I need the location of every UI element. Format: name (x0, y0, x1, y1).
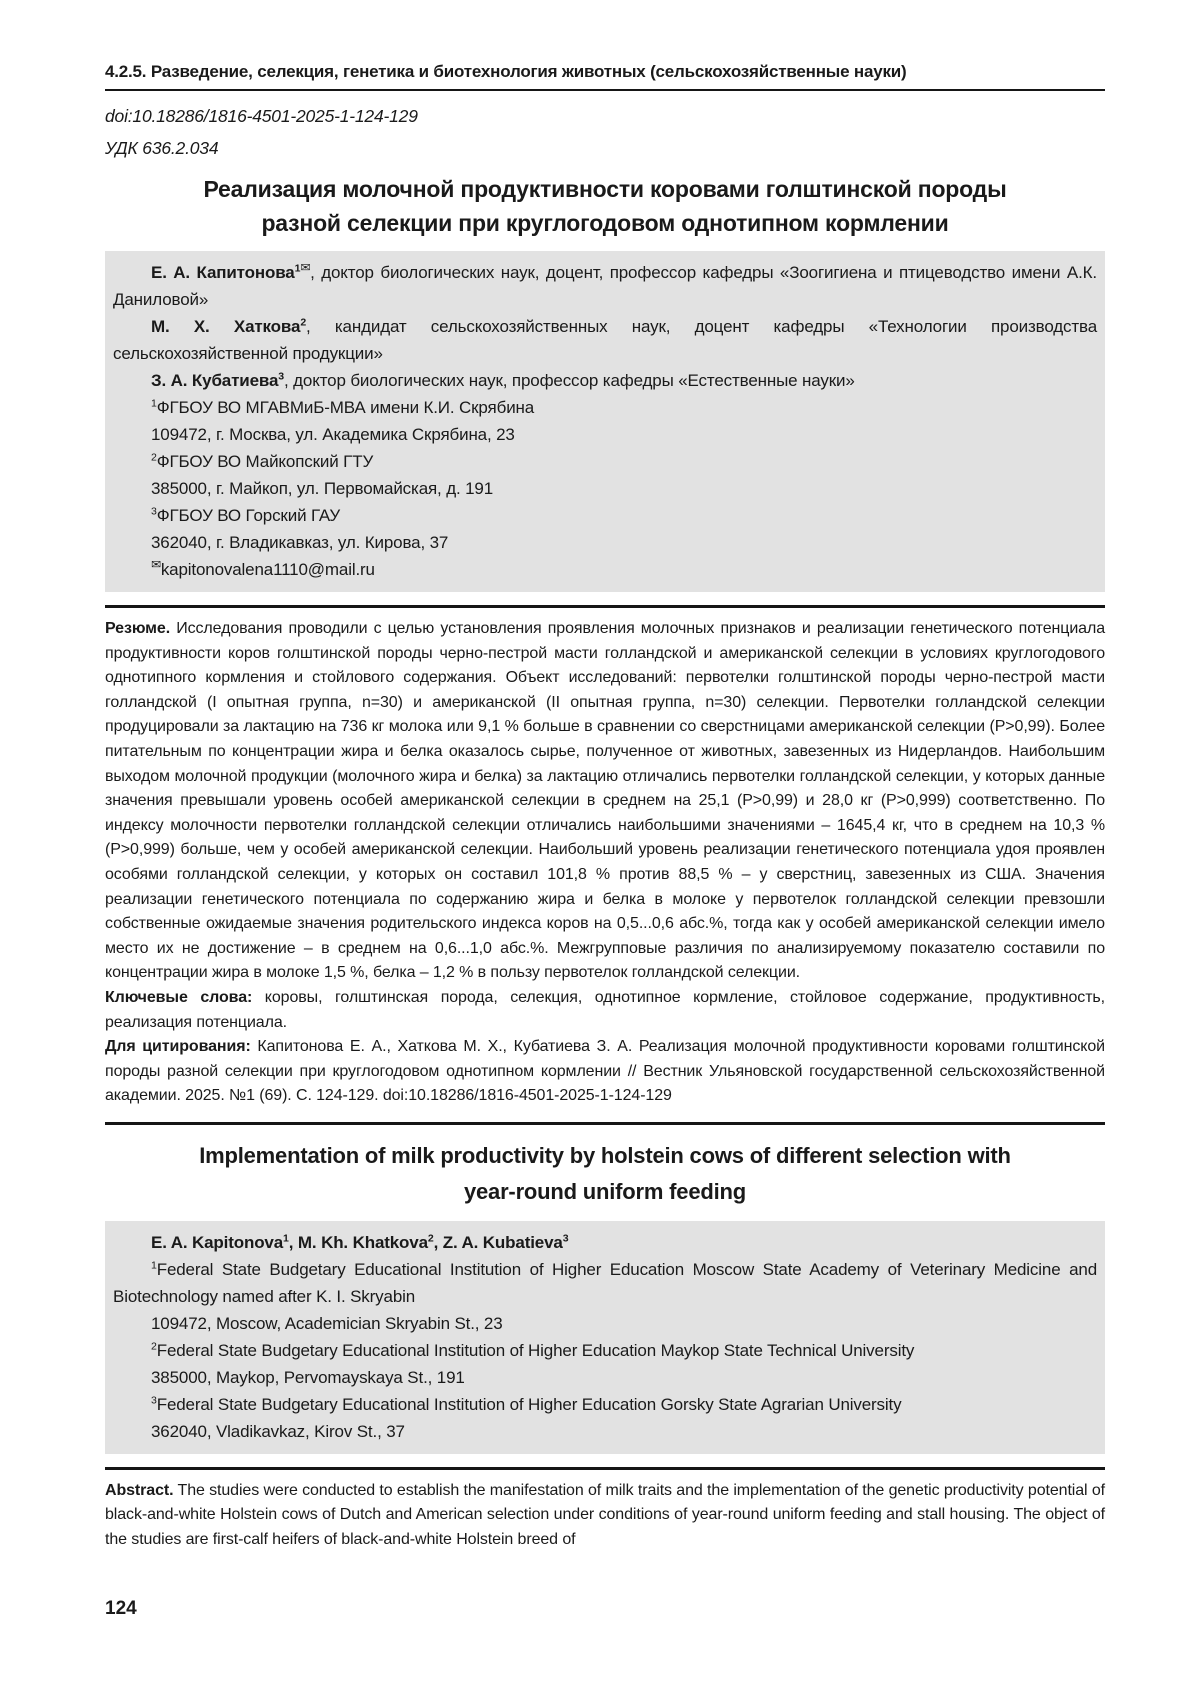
authors-list-ru (113, 259, 1097, 394)
keywords-label: Ключевые слова: (105, 988, 253, 1006)
email-line (113, 556, 1097, 583)
affiliation-superscript: 1 (151, 397, 157, 410)
author-name: М. Х. Хаткова$^2$ (151, 316, 307, 336)
affiliations-list-ru (113, 394, 1097, 556)
abstract-label: Abstract. (105, 1481, 174, 1499)
affiliation-superscript: 2 (151, 451, 157, 464)
section-divider (105, 605, 1105, 608)
summary-text: Исследования проводили с целью установления проявления молочных признаков и реализации генетического потенциала продуктивности коров голштинской породы черно-пестрой масти голландской и американской селекции в условиях круглогодового однотипного кормления и стойлового содержания. Объект исследований: первотелки голштинской породы черно-пестрой масти голландской (I опытная группа, n=30) и американской (II опытная группа, n=30) селекции. Первотелки голландской селекции продуцировали за лактацию на 736 кг молока или 9,1 % больше в сравнении со сверстницами американской селекции (Р>0,99). Более питательным по концентрации жира и белка оказалось сырье, полученное от животных, завезенных из Нидерландов. Наибольшим выходом молочной продукции (молочного жира и белка) за лактацию отличались первотелки голландской селекции, у которых данные значения превышали уровень особей американской селекции в среднем на 25,1 (Р>0,99) и 28,0 кг (Р>0,999) соответственно. По индексу молочности первотелки голландской селекции отличались наибольшими значениями – 1645,4 кг, что в среднем на 10,3 % (Р>0,999) больше, чем у особей американской селекции. Наибольший уровень реализации генетического потенциала удоя проявлен особями голландской селекции, у которых он составил 101,8 % против 88,5 % – у сверстниц, завезенных из США. Значения реализации генетического потенциала по содержанию жира и белка в молоке у первотелок голландской селекции превзошли собственные ожидаемые значения родительского индекса коров на 0,5...0,6 абс.%, тогда как у особей американской селекции имело место их не достижение – в среднем на 0,6...1,0 абс.%. Межгрупповые различия по анализируемому показателю составили по концентрации жира в молоке 1,5 %, белка – 1,2 % в пользу первотелок голландской селекции. (105, 620, 1105, 982)
affiliation-line: $^1$Federal State Budgetary Educational Institution of Higher Education Moscow State Academy of Veterinary Medicine and Biotechnology named after K. I. Skryabin (113, 1259, 1097, 1306)
affiliation-superscript: 1 (151, 1259, 157, 1272)
affiliation-superscript: 2 (151, 1340, 157, 1353)
email-address: kapitonovalena1110@mail.ru (160, 560, 375, 579)
affiliation-superscript: 3 (278, 370, 284, 383)
affiliation-line: 362040, Vladikavkaz, Kirov St., 37 (151, 1421, 405, 1441)
keywords-paragraph (105, 986, 1105, 1035)
keywords-text: коровы, голштинская порода, селекция, однотипное кормление, стойловое содержание, продуктивность, реализация потенциала. (105, 988, 1106, 1031)
affiliation-superscript: 2 (300, 316, 307, 329)
affiliation-superscript: 2 (427, 1232, 434, 1245)
affiliation-line: 109472, Moscow, Academician Skryabin St., 23 (151, 1313, 503, 1333)
affiliation-line: $^2$ФГБОУ ВО Майкопский ГТУ (151, 451, 374, 471)
article-title-ru: Реализация молочной продуктивности коровами голштинской породы разной селекции при круглогодовом однотипном кормлении (203, 176, 1007, 236)
author-name: З. А. Кубатиева$^3$ (151, 370, 284, 390)
author-name: Е. А. Капитонова$^{1✉}$ (151, 260, 311, 282)
summary-label: Резюме. (105, 620, 171, 637)
citation-text: Капитонова Е. А., Хаткова М. Х., Кубатиева З. А. Реализация молочной продуктивности коровами голштинской породы разной селекции при круглогодовом однотипном кормлении // Вестник Ульяновской государственной сельскохозяйственной академии. 2025. №1 (69). С. 124-129. doi:10.18286/1816-4501-2025-1-124-129 (105, 1038, 1105, 1105)
envelope-icon: ✉ (300, 260, 311, 275)
affiliation-line: $^3$Federal State Budgetary Educational Institution of Higher Education Gorsky State Agrarian University (151, 1394, 902, 1414)
affiliation-line: $^1$ФГБОУ ВО МГАВМиБ-МВА имени К.И. Скрябина (151, 397, 535, 417)
authors-block-en (105, 1221, 1105, 1454)
envelope-icon: ✉ (151, 557, 161, 572)
doi-line: doi:10.18286/1816-4501-2025-1-124-129 (105, 106, 418, 126)
affiliation-line: $^3$ФГБОУ ВО Горский ГАУ (151, 505, 340, 525)
article-title-en: Implementation of milk productivity by holstein cows of different selection with year-round uniform feeding (199, 1142, 1011, 1204)
affiliation-superscript: 1 (294, 262, 301, 275)
affiliation-superscript: 3 (151, 505, 157, 518)
affiliation-superscript: 3 (562, 1232, 569, 1245)
affiliation-line: 385000, Maykop, Pervomayskaya St., 191 (151, 1367, 465, 1387)
author-name: E. A. Kapitonova$^1$ (151, 1232, 289, 1252)
affiliation-line: 109472, г. Москва, ул. Академика Скрябина, 23 (151, 425, 515, 444)
author-name: , Z. A. Kubatieva$^3$ (433, 1232, 569, 1252)
affiliations-list-en (113, 1256, 1097, 1445)
abstract-paragraph (105, 1479, 1105, 1553)
summary-paragraph (105, 617, 1105, 986)
affiliation-superscript: 3 (151, 1394, 157, 1407)
affiliation-superscript: 1 (283, 1232, 289, 1245)
section-header: 4.2.5. Разведение, селекция, генетика и биотехнология животных (сельскохозяйственные науки) (105, 62, 1105, 91)
section-divider (105, 1122, 1105, 1125)
citation-label: Для цитирования: (105, 1038, 251, 1056)
author-line: М. Х. Хаткова$^2$, кандидат сельскохозяйственных наук, доцент кафедры «Технологии производства сельскохозяйственной продукции» (113, 316, 1097, 363)
affiliation-line: $^2$Federal State Budgetary Educational Institution of Higher Education Maykop State Technical University (151, 1340, 915, 1360)
author-line: Е. А. Капитонова$^{1✉}$, доктор биологических наук, доцент, профессор кафедры «Зоогигиена и птицеводство имени А.К. Даниловой» (113, 260, 1098, 309)
udk-line: УДК 636.2.034 (105, 138, 219, 158)
authors-block-ru (105, 251, 1105, 592)
affiliation-line: 362040, г. Владикавказ, ул. Кирова, 37 (151, 533, 449, 552)
affiliation-line: 385000, г. Майкоп, ул. Первомайская, д. 191 (151, 479, 494, 498)
abstract-text: The studies were conducted to establish the manifestation of milk traits and the implementation of the genetic productivity potential of black-and-white Holstein cows of Dutch and American selection under conditions of year-round uniform feeding and stall housing. The object of the studies are first-calf heifers of black-and-white Holstein breed of (105, 1481, 1105, 1549)
citation-paragraph (105, 1035, 1105, 1109)
author-name: , M. Kh. Khatkova$^2$ (288, 1232, 434, 1252)
author-line: З. А. Кубатиева$^3$, доктор биологических наук, профессор кафедры «Естественные науки» (151, 370, 855, 390)
authors-line-en (113, 1229, 1097, 1256)
section-divider (105, 1467, 1105, 1470)
page-number: 124 (105, 1598, 137, 1619)
